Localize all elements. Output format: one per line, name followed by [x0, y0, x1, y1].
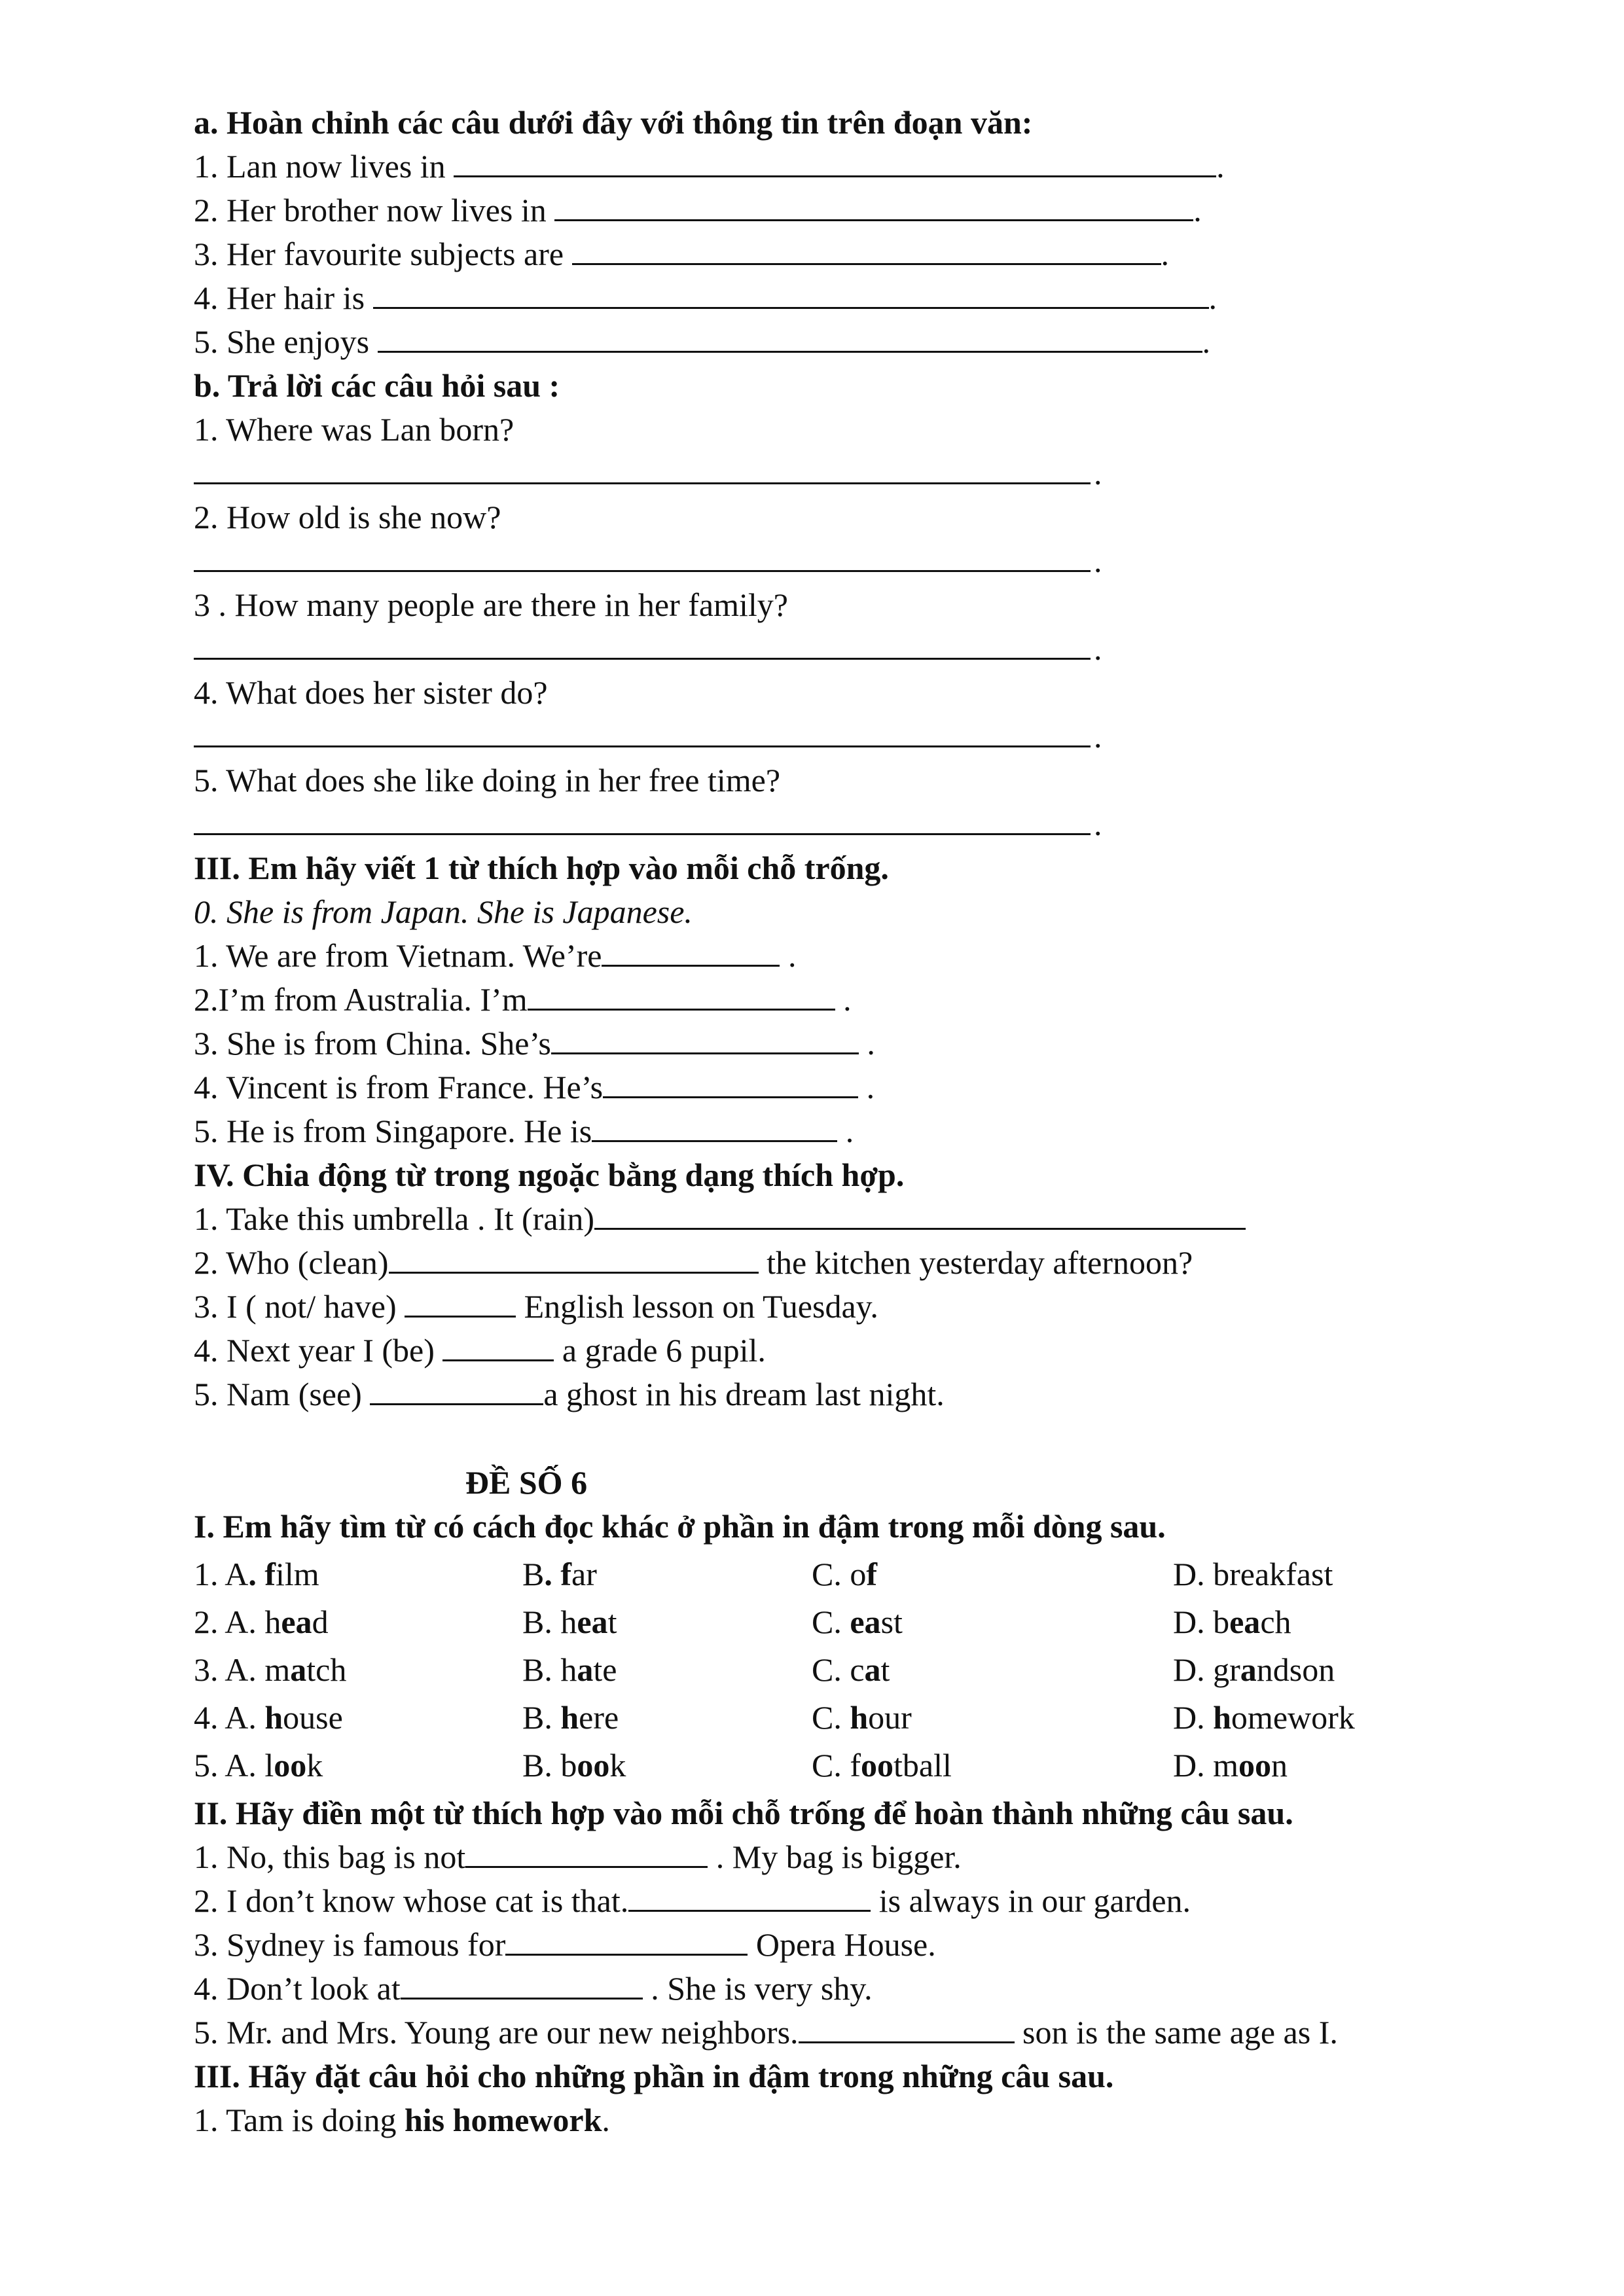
section-3-item-4: 4. Vincent is from France. He’s . [194, 1069, 875, 1105]
option-4c: C. hour [812, 1699, 912, 1736]
answer-line-2 [194, 540, 1091, 572]
option-3a: 3. A. match [194, 1651, 347, 1688]
answer-line-5 [194, 803, 1091, 835]
section-4-title: IV. Chia động từ trong ngoặc bằng dạng thích hợp. [194, 1157, 905, 1193]
de6-part2-item-1: 1. No, this bag is not . My bag is bigger. [194, 1839, 962, 1875]
de6-part2-item-5: 5. Mr. and Mrs. Young are our new neighbors. son is the same age as I. [194, 2014, 1338, 2051]
de6-part2-title: II. Hãy điền một từ thích hợp vào mỗi chỗ trống để hoàn thành những câu sau. [194, 1795, 1293, 1831]
option-1d: D. breakfast [1173, 1556, 1333, 1592]
exam-heading: ĐỀ SỐ 6 [465, 1464, 588, 1501]
option-3b: B. hate [522, 1651, 617, 1688]
de6-part1-title: I. Em hãy tìm từ có cách đọc khác ở phần in đậm trong mỗi dòng sau. [194, 1508, 1166, 1545]
section-3-item-3: 3. She is from China. She’s . [194, 1025, 875, 1062]
option-1c: C. of [812, 1556, 878, 1592]
option-4d: D. homework [1173, 1699, 1355, 1736]
section-3-example: 0. She is from Japan. She is Japanese. [194, 893, 693, 930]
option-5d: D. moon [1173, 1747, 1288, 1784]
part-a-title: a. Hoàn chỉnh các câu dưới đây với thông tin trên đoạn văn: [194, 104, 1033, 141]
option-5a: 5. A. look [194, 1747, 323, 1784]
section-4-item-1: 1. Take this umbrella . It (rain) [194, 1198, 1246, 1240]
option-1a: 1. A. film [194, 1556, 319, 1592]
option-2b: B. heat [522, 1604, 617, 1640]
part-b-question-1: 1. Where was Lan born? [194, 411, 514, 448]
section-3-title: III. Em hãy viết 1 từ thích hợp vào mỗi chỗ trống. [194, 850, 889, 886]
answer-line-1 [194, 452, 1091, 484]
option-5b: B. book [522, 1747, 626, 1784]
part-b-question-2: 2. How old is she now? [194, 499, 501, 535]
part-b-title: b. Trả lời các câu hỏi sau : [194, 367, 560, 404]
section-3-item-1: 1. We are from Vietnam. We’re . [194, 937, 797, 974]
answer-line-3 [194, 628, 1091, 660]
option-3d: D. grandson [1173, 1651, 1335, 1688]
part-b-question-5: 5. What does she like doing in her free time? [194, 762, 781, 798]
part-a-item-5: 5. She enjoys . [194, 323, 1211, 360]
section-4-item-4: 4. Next year I (be) a grade 6 pupil. [194, 1332, 766, 1369]
part-a-item-3: 3. Her favourite subjects are . [194, 236, 1170, 272]
de6-part2-item-4: 4. Don’t look at . She is very shy. [194, 1970, 873, 2007]
section-3-item-2: 2.I’m from Australia. I’m . [194, 981, 852, 1018]
de6-part2-item-2: 2. I don’t know whose cat is that. is always in our garden. [194, 1882, 1191, 1919]
option-2c: C. east [812, 1604, 903, 1640]
part-a-item-4: 4. Her hair is . [194, 279, 1218, 316]
option-4a: 4. A. house [194, 1699, 343, 1736]
option-3c: C. cat [812, 1651, 890, 1688]
option-4b: B. here [522, 1699, 619, 1736]
section-4-item-2: 2. Who (clean) the kitchen yesterday afternoon? [194, 1244, 1193, 1281]
option-1b: B. far [522, 1556, 597, 1592]
section-4-item-5: 5. Nam (see) a ghost in his dream last night. [194, 1376, 945, 1412]
part-b-question-4: 4. What does her sister do? [194, 674, 548, 711]
section-4-item-3: 3. I ( not/ have) English lesson on Tuesday. [194, 1288, 878, 1325]
part-b-question-3: 3 . How many people are there in her family? [194, 586, 788, 623]
part-a-item-2: 2. Her brother now lives in . [194, 192, 1202, 228]
option-2a: 2. A. head [194, 1604, 329, 1640]
section-3-item-5: 5. He is from Singapore. He is . [194, 1113, 854, 1149]
part-a-item-1: 1. Lan now lives in . [194, 148, 1225, 185]
de6-part2-item-3: 3. Sydney is famous for Opera House. [194, 1926, 936, 1963]
de6-part3-item-1: 1. Tam is doing his homework. [194, 2102, 610, 2138]
option-5c: C. football [812, 1747, 952, 1784]
de6-part3-title: III. Hãy đặt câu hỏi cho những phần in đậm trong những câu sau. [194, 2058, 1114, 2094]
option-2d: D. beach [1173, 1604, 1291, 1640]
answer-line-4 [194, 715, 1091, 747]
